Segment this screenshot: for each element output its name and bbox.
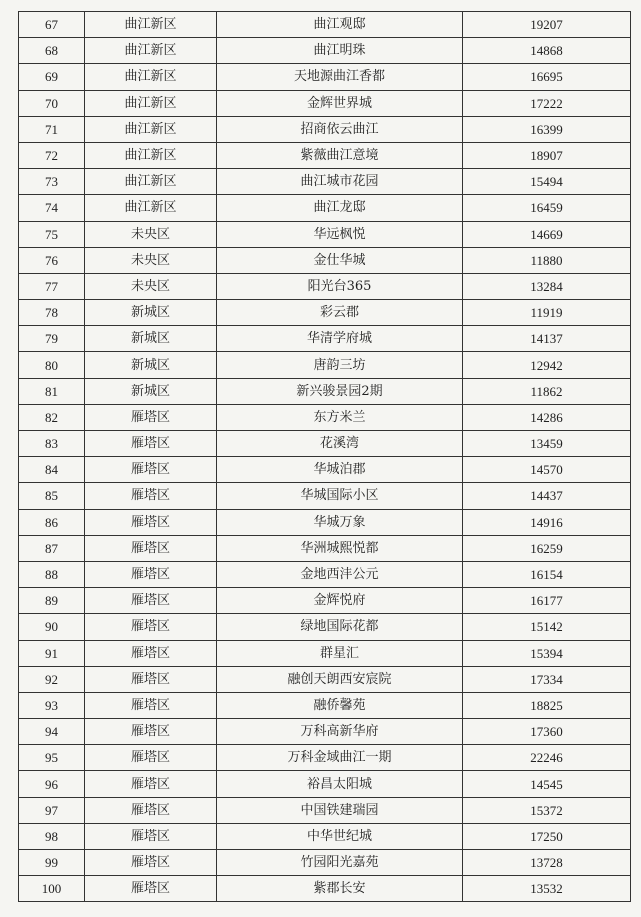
district-cell: 雁塔区 <box>85 640 217 666</box>
row-number-cell: 81 <box>19 378 85 404</box>
district-cell: 未央区 <box>85 273 217 299</box>
table-row <box>19 38 631 64</box>
price-cell: 13532 <box>463 876 631 902</box>
row-number-cell: 75 <box>19 221 85 247</box>
table-row <box>19 535 631 561</box>
district-cell: 未央区 <box>85 247 217 273</box>
housing-price-table <box>18 11 631 902</box>
table-row <box>19 692 631 718</box>
table-row <box>19 483 631 509</box>
row-number-cell: 80 <box>19 352 85 378</box>
row-number-cell: 93 <box>19 692 85 718</box>
price-cell: 17250 <box>463 823 631 849</box>
project-name-cell: 融创天朗西安宸院 <box>217 666 463 692</box>
district-cell: 曲江新区 <box>85 12 217 38</box>
project-name-cell: 金地西沣公元 <box>217 561 463 587</box>
price-cell: 11919 <box>463 300 631 326</box>
district-cell: 雁塔区 <box>85 797 217 823</box>
price-cell: 17334 <box>463 666 631 692</box>
table-row <box>19 719 631 745</box>
price-cell: 16459 <box>463 195 631 221</box>
table-row <box>19 614 631 640</box>
project-name-cell: 华城万象 <box>217 509 463 535</box>
district-cell: 新城区 <box>85 326 217 352</box>
row-number-cell: 86 <box>19 509 85 535</box>
district-cell: 未央区 <box>85 221 217 247</box>
row-number-cell: 77 <box>19 273 85 299</box>
table-row <box>19 404 631 430</box>
price-cell: 15142 <box>463 614 631 640</box>
row-number-cell: 96 <box>19 771 85 797</box>
row-number-cell: 95 <box>19 745 85 771</box>
row-number-cell: 70 <box>19 90 85 116</box>
table-row <box>19 561 631 587</box>
table-row <box>19 771 631 797</box>
table-row <box>19 195 631 221</box>
district-cell: 雁塔区 <box>85 509 217 535</box>
price-cell: 12942 <box>463 352 631 378</box>
project-name-cell: 唐韵三坊 <box>217 352 463 378</box>
row-number-cell: 89 <box>19 588 85 614</box>
table-row <box>19 247 631 273</box>
table-row <box>19 850 631 876</box>
row-number-cell: 74 <box>19 195 85 221</box>
row-number-cell: 71 <box>19 116 85 142</box>
district-cell: 雁塔区 <box>85 431 217 457</box>
table-row <box>19 326 631 352</box>
project-name-cell: 金仕华城 <box>217 247 463 273</box>
project-name-cell: 花溪湾 <box>217 431 463 457</box>
table-row <box>19 116 631 142</box>
project-name-cell: 华远枫悦 <box>217 221 463 247</box>
table-row <box>19 352 631 378</box>
price-cell: 16154 <box>463 561 631 587</box>
row-number-cell: 97 <box>19 797 85 823</box>
row-number-cell: 94 <box>19 719 85 745</box>
price-cell: 14545 <box>463 771 631 797</box>
district-cell: 新城区 <box>85 352 217 378</box>
project-name-cell: 中国铁建瑞园 <box>217 797 463 823</box>
project-name-cell: 华城国际小区 <box>217 483 463 509</box>
table-row <box>19 221 631 247</box>
row-number-cell: 72 <box>19 142 85 168</box>
project-name-cell: 金辉世界城 <box>217 90 463 116</box>
price-cell: 19207 <box>463 12 631 38</box>
price-cell: 17360 <box>463 719 631 745</box>
table-row <box>19 745 631 771</box>
district-cell: 雁塔区 <box>85 483 217 509</box>
price-cell: 17222 <box>463 90 631 116</box>
row-number-cell: 68 <box>19 38 85 64</box>
row-number-cell: 88 <box>19 561 85 587</box>
district-cell: 新城区 <box>85 378 217 404</box>
table-row <box>19 509 631 535</box>
project-name-cell: 融侨馨苑 <box>217 692 463 718</box>
table-body <box>19 12 631 902</box>
district-cell: 雁塔区 <box>85 404 217 430</box>
table-row <box>19 666 631 692</box>
project-name-cell: 中华世纪城 <box>217 823 463 849</box>
district-cell: 雁塔区 <box>85 666 217 692</box>
table-row <box>19 273 631 299</box>
row-number-cell: 92 <box>19 666 85 692</box>
project-name-cell: 曲江城市花园 <box>217 169 463 195</box>
table-row <box>19 142 631 168</box>
project-name-cell: 天地源曲江香都 <box>217 64 463 90</box>
district-cell: 雁塔区 <box>85 719 217 745</box>
project-name-cell: 东方米兰 <box>217 404 463 430</box>
price-cell: 15372 <box>463 797 631 823</box>
price-cell: 14916 <box>463 509 631 535</box>
price-cell: 13728 <box>463 850 631 876</box>
price-cell: 18907 <box>463 142 631 168</box>
row-number-cell: 83 <box>19 431 85 457</box>
project-name-cell: 万科高新华府 <box>217 719 463 745</box>
price-cell: 16177 <box>463 588 631 614</box>
table-row <box>19 64 631 90</box>
row-number-cell: 79 <box>19 326 85 352</box>
project-name-cell: 彩云郡 <box>217 300 463 326</box>
price-cell: 14286 <box>463 404 631 430</box>
price-cell: 11862 <box>463 378 631 404</box>
project-name-cell: 竹园阳光嘉苑 <box>217 850 463 876</box>
table-row <box>19 431 631 457</box>
district-cell: 雁塔区 <box>85 745 217 771</box>
project-name-cell: 华城泊郡 <box>217 457 463 483</box>
price-cell: 13284 <box>463 273 631 299</box>
project-name-cell: 金辉悦府 <box>217 588 463 614</box>
price-cell: 14137 <box>463 326 631 352</box>
district-cell: 曲江新区 <box>85 142 217 168</box>
project-name-cell: 华洲城熙悦都 <box>217 535 463 561</box>
row-number-cell: 87 <box>19 535 85 561</box>
row-number-cell: 78 <box>19 300 85 326</box>
project-name-cell: 紫郡长安 <box>217 876 463 902</box>
table-row <box>19 457 631 483</box>
table-row <box>19 588 631 614</box>
district-cell: 曲江新区 <box>85 169 217 195</box>
row-number-cell: 99 <box>19 850 85 876</box>
district-cell: 曲江新区 <box>85 38 217 64</box>
project-name-cell: 阳光台365 <box>217 273 463 299</box>
table-row <box>19 640 631 666</box>
price-cell: 14868 <box>463 38 631 64</box>
district-cell: 雁塔区 <box>85 535 217 561</box>
district-cell: 雁塔区 <box>85 457 217 483</box>
row-number-cell: 69 <box>19 64 85 90</box>
row-number-cell: 100 <box>19 876 85 902</box>
price-cell: 16695 <box>463 64 631 90</box>
district-cell: 雁塔区 <box>85 614 217 640</box>
row-number-cell: 91 <box>19 640 85 666</box>
price-cell: 13459 <box>463 431 631 457</box>
project-name-cell: 曲江龙邸 <box>217 195 463 221</box>
table-row <box>19 797 631 823</box>
row-number-cell: 67 <box>19 12 85 38</box>
table-row <box>19 876 631 902</box>
district-cell: 曲江新区 <box>85 90 217 116</box>
project-name-cell: 曲江观邸 <box>217 12 463 38</box>
price-cell: 22246 <box>463 745 631 771</box>
project-name-cell: 华清学府城 <box>217 326 463 352</box>
project-name-cell: 招商依云曲江 <box>217 116 463 142</box>
district-cell: 新城区 <box>85 300 217 326</box>
district-cell: 雁塔区 <box>85 771 217 797</box>
project-name-cell: 绿地国际花都 <box>217 614 463 640</box>
row-number-cell: 82 <box>19 404 85 430</box>
table-row <box>19 169 631 195</box>
row-number-cell: 85 <box>19 483 85 509</box>
price-cell: 14437 <box>463 483 631 509</box>
price-cell: 14669 <box>463 221 631 247</box>
project-name-cell: 紫薇曲江意境 <box>217 142 463 168</box>
table-row <box>19 378 631 404</box>
district-cell: 雁塔区 <box>85 876 217 902</box>
table-row <box>19 300 631 326</box>
price-cell: 15394 <box>463 640 631 666</box>
row-number-cell: 76 <box>19 247 85 273</box>
row-number-cell: 84 <box>19 457 85 483</box>
district-cell: 雁塔区 <box>85 823 217 849</box>
project-name-cell: 群星汇 <box>217 640 463 666</box>
table-row <box>19 823 631 849</box>
row-number-cell: 98 <box>19 823 85 849</box>
row-number-cell: 73 <box>19 169 85 195</box>
price-cell: 18825 <box>463 692 631 718</box>
district-cell: 曲江新区 <box>85 116 217 142</box>
district-cell: 雁塔区 <box>85 692 217 718</box>
project-name-cell: 裕昌太阳城 <box>217 771 463 797</box>
price-cell: 15494 <box>463 169 631 195</box>
price-cell: 14570 <box>463 457 631 483</box>
district-cell: 曲江新区 <box>85 195 217 221</box>
table-row <box>19 12 631 38</box>
district-cell: 曲江新区 <box>85 64 217 90</box>
price-cell: 16259 <box>463 535 631 561</box>
project-name-cell: 万科金域曲江一期 <box>217 745 463 771</box>
price-cell: 11880 <box>463 247 631 273</box>
district-cell: 雁塔区 <box>85 850 217 876</box>
price-cell: 16399 <box>463 116 631 142</box>
district-cell: 雁塔区 <box>85 561 217 587</box>
district-cell: 雁塔区 <box>85 588 217 614</box>
project-name-cell: 新兴骏景园2期 <box>217 378 463 404</box>
row-number-cell: 90 <box>19 614 85 640</box>
project-name-cell: 曲江明珠 <box>217 38 463 64</box>
table-row <box>19 90 631 116</box>
